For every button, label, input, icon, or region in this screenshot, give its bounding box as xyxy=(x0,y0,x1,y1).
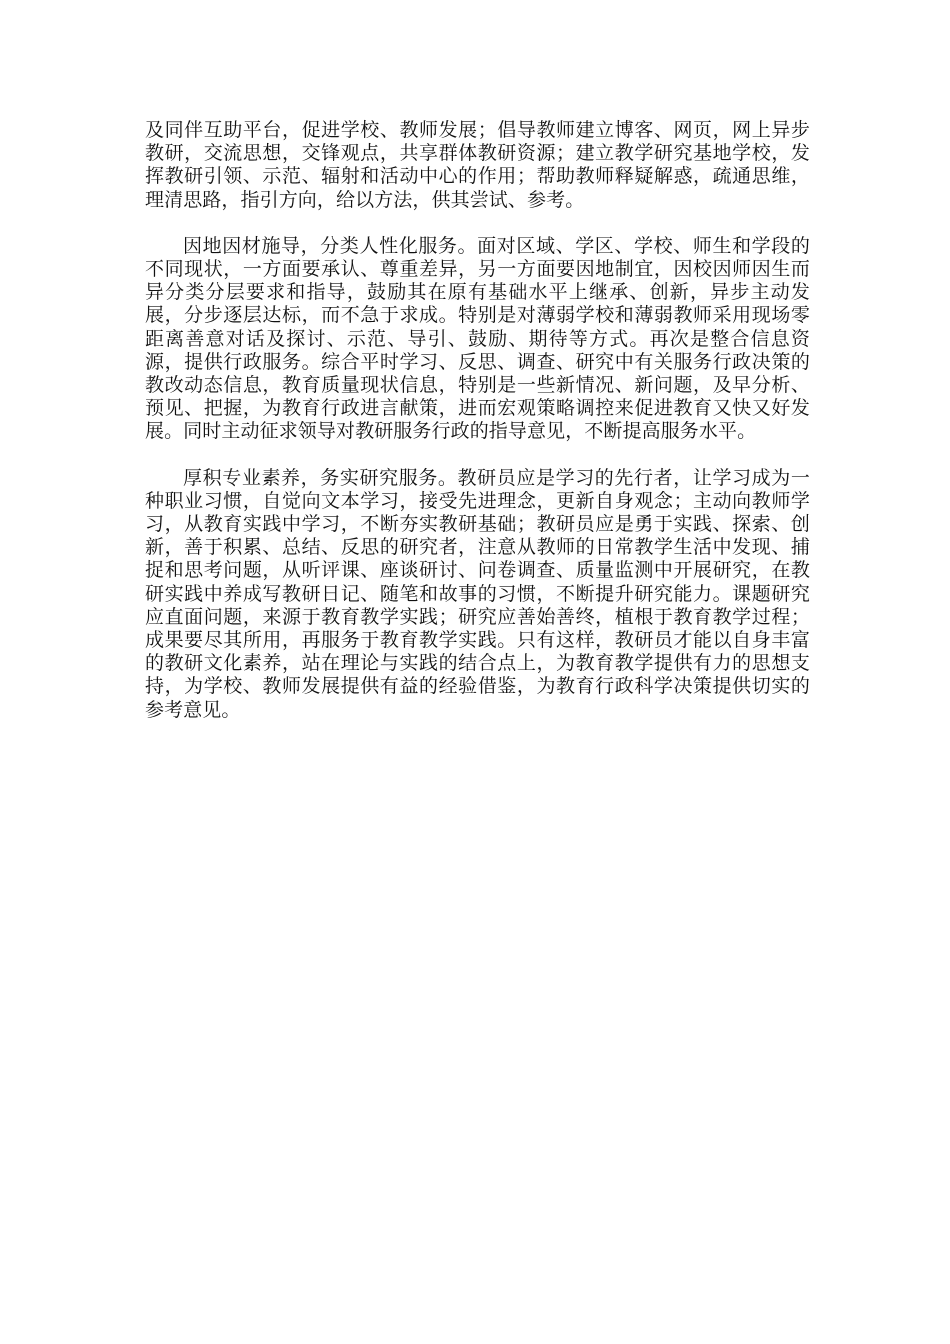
paragraph-tailored-guidance: 因地因材施导，分类人性化服务。面对区域、学区、学校、师生和学段的不同现状，一方面要承认、尊重差异，另一方面要因地制宜，因校因师因生而异分类分层要求和指导，鼓励其在原有基础水平上继承、创新，异步主动发展，分步逐层达标，而不急于求成。特别是对薄弱学校和薄弱教师采用现场零距离善意对话及探讨、示范、导引、鼓励、期待等方式。再次是整合信息资源，提供行政服务。综合平时学习、反思、调查、研究中有关服务行政决策的教改动态信息，教育质量现状信息，特别是一些新情况、新问题，及早分析、预见、把握，为教育行政进言献策，进而宏观策略调控来促进教育又快又好发展。同时主动征求领导对教研服务行政的指导意见，不断提高服务水平。 xyxy=(145,234,810,443)
paragraph-professional-literacy: 厚积专业素养，务实研究服务。教研员应是学习的先行者，让学习成为一种职业习惯，自觉向文本学习，接受先进理念，更新自身观念；主动向教师学习，从教育实践中学习，不断夯实教研基础；教研员应是勇于实践、探索、创新，善于积累、总结、反思的研究者，注意从教师的日常教学生活中发现、捕捉和思考问题，从听评课、座谈研讨、问卷调查、质量监测中开展研究，在教研实践中养成写教研日记、随笔和故事的习惯，不断提升研究能力。课题研究应直面问题，来源于教育教学实践；研究应善始善终，植根于教育教学过程；成果要尽其所用，再服务于教育教学实践。只有这样，教研员才能以自身丰富的教研文化素养，站在理论与实践的结合点上，为教育教学提供有力的思想支持，为学校、教师发展提供有益的经验借鉴，为教育行政科学决策提供切实的参考意见。 xyxy=(145,466,810,721)
document-body xyxy=(145,119,810,745)
paragraph-platform-continuation: 及同伴互助平台，促进学校、教师发展；倡导教师建立博客、网页，网上异步教研，交流思想，交锋观点，共享群体教研资源；建立教学研究基地学校，发挥教研引领、示范、辐射和活动中心的作用；帮助教师释疑解惑，疏通思维，理清思路，指引方向，给以方法，供其尝试、参考。 xyxy=(145,119,810,211)
